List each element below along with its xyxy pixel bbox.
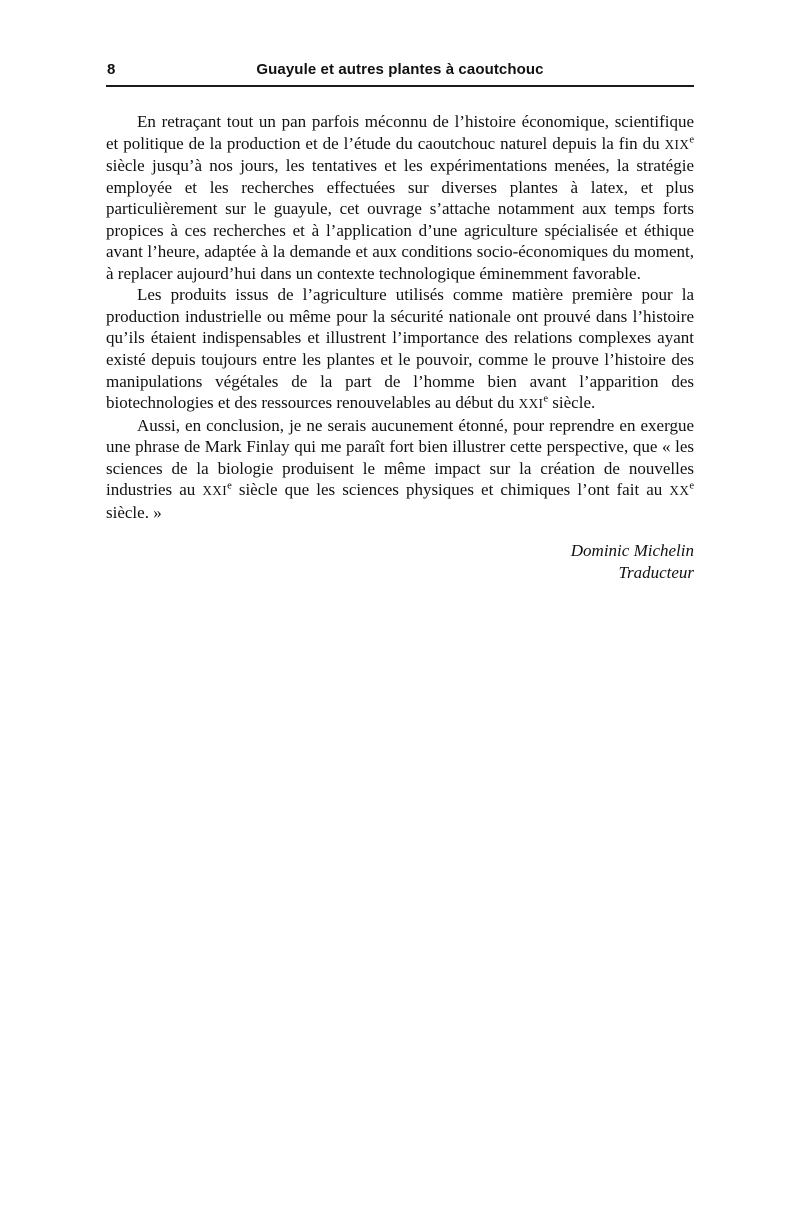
small-caps-numeral: XXI (202, 483, 228, 499)
body-paragraph: Aussi, en conclusion, je ne serais aucunement étonné, pour reprendre en exergue une phrase de Mark Finlay qui me paraît fort bien illustrer cette perspective, que « les sciences de la biologie produisent le même impact sur la création de nouvelles industries au XXIe siècle que les sciences physiques et chimiques l’ont fait au XXe siècle. » (106, 415, 695, 522)
body-text (106, 111, 694, 584)
ordinal-superscript: e (689, 480, 695, 492)
body-paragraph: En retraçant tout un pan parfois méconnu de l’histoire économique, scientifique et politique de la production et de l’étude du caoutchouc naturel depuis la fin du XIXe siècle jusqu’à nos jours, les tentatives et les expérimentations menées, la stratégie employée et les recherches effectuées sur diverses plantes à latex, et plus particulièrement sur le guayule, cet ouvrage s’attache notamment aux temps forts propices à ces recherches et à l’application d’une agriculture spécialisée et éthique avant l’heure, adaptée à la demande et aux conditions socio-économiques du moment, à replacer aujourd’hui dans un contexte technologique éminemment favorable. (106, 112, 694, 283)
page-number: 8 (107, 61, 116, 78)
body-paragraph: Les produits issus de l’agriculture utilisés comme matière première pour la production industrielle ou même pour la sécurité nationale ont prouvé dans l’histoire qu’ils étaient indispensables et illustrent l’importance des relations complexes ayant existé depuis toujours entre les plantes et le pouvoir, comme le prouve l’histoire des manipulations végétales de la part de l’homme bien avant l’apparition des biotechnologies et des ressources renouvelables au début du XXIe siècle. (106, 285, 694, 413)
running-head (106, 61, 694, 87)
small-caps-numeral: XX (669, 483, 690, 499)
ordinal-superscript: e (689, 133, 694, 145)
small-caps-numeral: XIX (664, 136, 690, 152)
ordinal-superscript: e (227, 480, 232, 492)
running-title: Guayule et autres plantes à caoutchouc (256, 61, 544, 78)
small-caps-numeral: XXI (518, 396, 544, 412)
signature-block (106, 540, 694, 584)
ordinal-superscript: e (543, 393, 549, 405)
signature-name: Dominic Michelin (570, 541, 694, 561)
signature-role: Traducteur (618, 563, 694, 583)
